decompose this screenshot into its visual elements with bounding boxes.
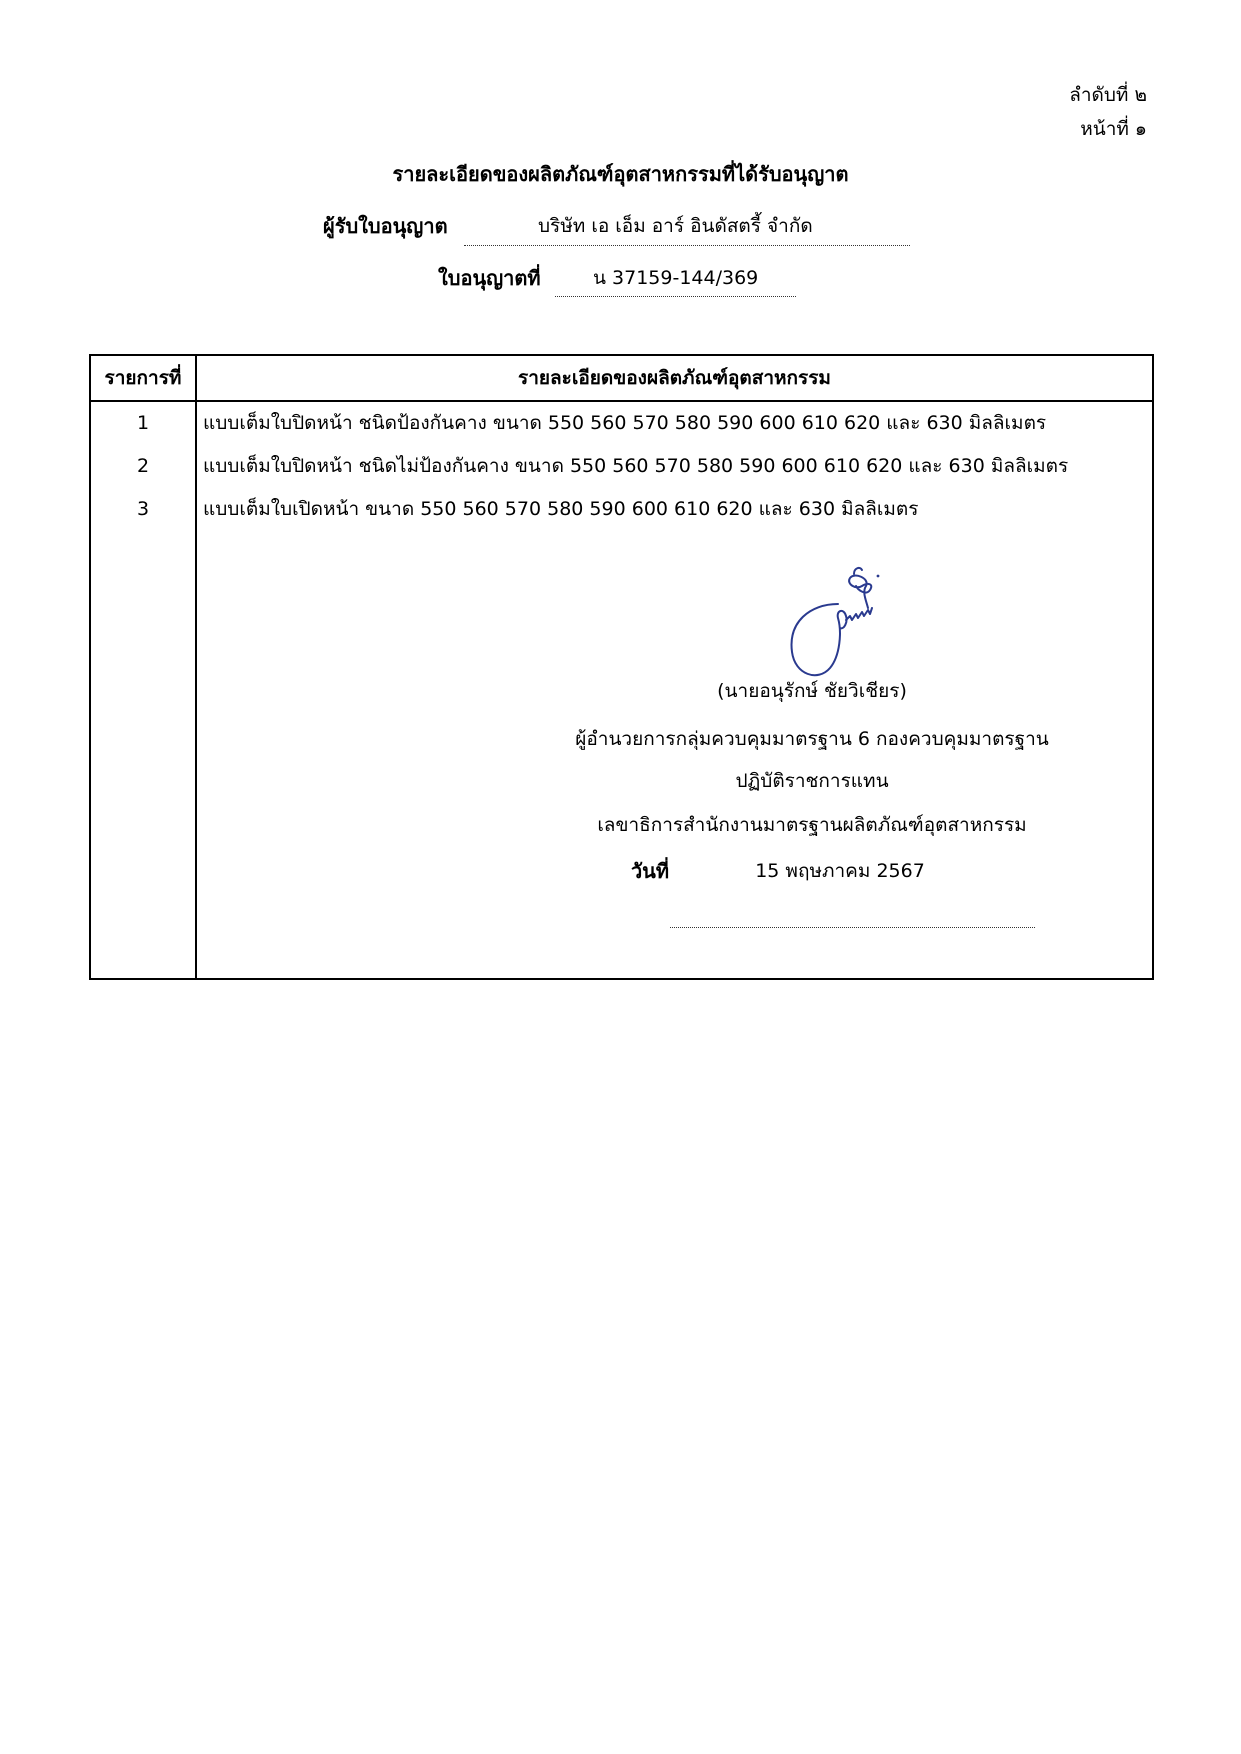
item-number: 2 — [136, 455, 150, 477]
date-dotted-line — [670, 884, 1035, 928]
table-header-row — [90, 355, 1153, 401]
licensee-dotted-line — [464, 245, 910, 246]
item-number-column — [90, 401, 196, 979]
license-label: ใบอนุญาตที่ — [438, 266, 541, 290]
signatory-name: (นายอนุรักษ์ ชัยวิเชียร) — [717, 680, 907, 702]
item-description: แบบเต็มใบปิดหน้า ชนิดไม่ป้องกันคาง ขนาด 550 560 570 580 590 600 610 620 และ 630 มิลลิเมตร — [203, 455, 1069, 477]
signatory-position: ผู้อำนวยการกลุ่มควบคุมมาตรฐาน 6 กองควบคุมมาตรฐาน — [575, 728, 1049, 750]
date-label: วันที่ — [630, 859, 670, 883]
licensee-value: บริษัท เอ เอ็ม อาร์ อินดัสตรี้ จำกัด — [538, 215, 813, 237]
column-header-description: รายละเอียดของผลิตภัณฑ์อุตสาหกรรม — [196, 355, 1153, 401]
item-description-column — [196, 401, 1153, 979]
table-body-row — [90, 401, 1153, 979]
item-number: 1 — [136, 412, 150, 434]
license-value: น 37159-144/369 — [593, 267, 759, 289]
licensee-label: ผู้รับใบอนุญาต — [323, 214, 448, 238]
item-number: 3 — [136, 498, 150, 520]
date-value: 15 พฤษภาคม 2567 — [755, 860, 925, 882]
order-line: ลำดับที่ ๒ — [1069, 84, 1147, 106]
page-line: หน้าที่ ๑ — [1080, 118, 1147, 140]
product-table — [89, 354, 1154, 980]
document-title: รายละเอียดของผลิตภัณฑ์อุตสาหกรรมที่ได้รับอนุญาต — [392, 162, 849, 186]
document-order-number — [1069, 78, 1147, 146]
column-header-item-no: รายการที่ — [90, 355, 196, 401]
item-description: แบบเต็มใบเปิดหน้า ขนาด 550 560 570 580 590 600 610 620 และ 630 มิลลิเมตร — [203, 498, 919, 520]
item-description: แบบเต็มใบปิดหน้า ชนิดป้องกันคาง ขนาด 550 560 570 580 590 600 610 620 และ 630 มิลลิเมตร — [203, 412, 1047, 434]
signatory-acting-for: ปฏิบัติราชการแทน — [735, 770, 889, 792]
license-dotted-line — [555, 296, 796, 297]
signatory-organization: เลขาธิการสำนักงานมาตรฐานผลิตภัณฑ์อุตสาหกรรม — [597, 814, 1027, 836]
